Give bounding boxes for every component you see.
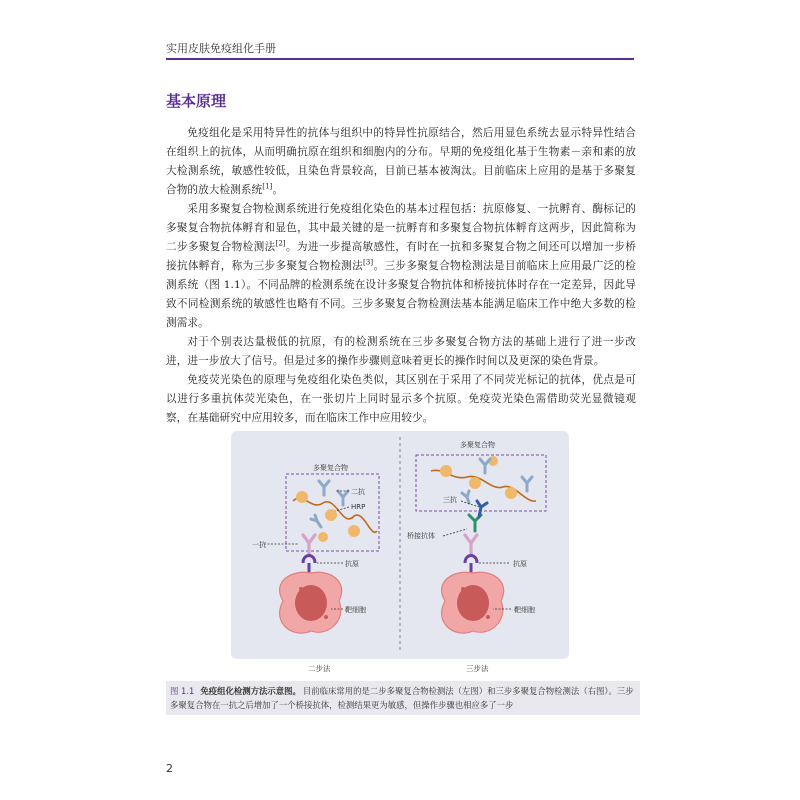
- label-target-cell-left: 靶细胞: [345, 606, 366, 614]
- hrp-enzyme: [505, 487, 517, 499]
- header-rule: [166, 58, 634, 60]
- label-antigen-right: 抗原: [513, 560, 527, 568]
- paragraph-2-part-1: 采用多聚复合物检测系统进行免疫组化染色的基本过程包括：抗原修复、一抗孵育、酶标记的多聚复合物抗体孵育和显色，其中最关键的是一抗孵育和多聚复合物抗体孵育这两步，因此简称为二步多聚复合物检测法: [166, 203, 636, 253]
- organelle: [299, 587, 303, 591]
- hrp-enzyme: [296, 491, 308, 503]
- paragraph-2: [166, 200, 636, 333]
- running-header: 实用皮肤免疫组化手册: [166, 42, 276, 55]
- figure-number: 图 1.1: [170, 686, 195, 696]
- paragraph-2-part-2: 。为进一步提高敏感性，有时在一抗和多聚复合物之间还可以增加一步桥接抗体孵育，称为三步多聚复合物检测法: [166, 241, 637, 272]
- figure-caption: [166, 681, 640, 715]
- arrow-bridge: [443, 529, 467, 536]
- antigen: [303, 556, 315, 564]
- antigen-right: [465, 556, 477, 564]
- label-polymer-right: 多聚复合物: [460, 441, 495, 449]
- hrp-enzyme: [469, 477, 481, 489]
- label-three-step-method: 三步法: [466, 664, 489, 673]
- label-hrp: HRP: [351, 503, 366, 511]
- label-secondary-antibody: 二抗: [351, 488, 365, 496]
- hrp-enzyme: [440, 465, 452, 477]
- figure-caption-text: 目前临床常用的是二步多聚复合物检测法（左图）和三步多聚复合物检测法（右图）。三步多聚复合物在一抗之后增加了一个桥接抗体，检测结果更为敏感，但操作步骤也相应多了一步: [170, 686, 634, 710]
- label-target-cell-right: 靶细胞: [514, 606, 535, 614]
- label-bridge-antibody: 桥接抗体: [407, 532, 435, 540]
- label-polymer-left: 多聚复合物: [313, 464, 348, 472]
- label-tertiary-antibody: 三抗: [443, 496, 457, 504]
- label-two-step-method: 二步法: [308, 664, 331, 673]
- primary-antibody: [303, 535, 315, 555]
- figure-title: 免疫组化检测方法示意图。: [200, 686, 301, 696]
- paragraph-1-text: 免疫组化是采用特异性的抗体与组织中的特异性抗原结合，然后用显色系统去显示特异性结合在组织上的抗体，从而明确抗原在组织和细胞内的分布。早期的免疫组化基于生物素－亲和素的放大检测系统，敏感性较低，且染色背景较高，目前已基本被淘汰。目前临床上应用的是基于多聚复合物的放大检测系统: [166, 127, 636, 196]
- section-title: 基本原理: [166, 92, 227, 110]
- figure-diagram: [231, 431, 569, 659]
- paragraph-1-end: 。: [272, 184, 284, 196]
- hrp-enzyme: [318, 532, 328, 542]
- page-number: 2: [166, 762, 173, 775]
- primary-antibody-right: [465, 535, 477, 555]
- citation-2[interactable]: [2]: [275, 239, 286, 248]
- paragraph-2-part-3: 。三步多聚复合物检测法是目前临床上应用最广泛的检测系统（图 1.1）。不同品牌的检测系统在设计多聚复合物抗体和桥接抗体时存在一定差异，因此导致不同检测系统的敏感性也略有不同。三步多聚复合物检测法基本能满足临床工作中绝大多数的检测需求。: [166, 260, 636, 329]
- citation-1[interactable]: [1]: [262, 182, 273, 191]
- paragraph-3: 对于个别表达量极低的抗原，有的检测系统在三步多聚复合物方法的基础上进行了进一步改进，进一步放大了信号。但是过多的操作步骤则意味着更长的操作时间以及更深的染色背景。: [166, 336, 636, 367]
- hrp-enzyme: [348, 525, 360, 537]
- organelle: [461, 587, 465, 591]
- citation-3[interactable]: [3]: [363, 258, 374, 267]
- organelle: [486, 615, 490, 619]
- paragraph-4: 免疫荧光染色的原理与免疫组化染色类似，其区别在于采用了不同荧光标记的抗体，优点是可以进行多重抗体荧光染色，在一张切片上同时显示多个抗原。免疫荧光染色需借助荧光显微镜观察，在基础研究中应用较多，而在临床工作中应用较少。: [166, 374, 636, 424]
- paragraph-1: [166, 124, 636, 200]
- organelle: [324, 615, 328, 619]
- figure-illustration: [231, 431, 569, 659]
- body-text: [166, 124, 636, 428]
- label-antigen-left: 抗原: [345, 560, 359, 568]
- label-primary-antibody: 一抗: [252, 541, 266, 549]
